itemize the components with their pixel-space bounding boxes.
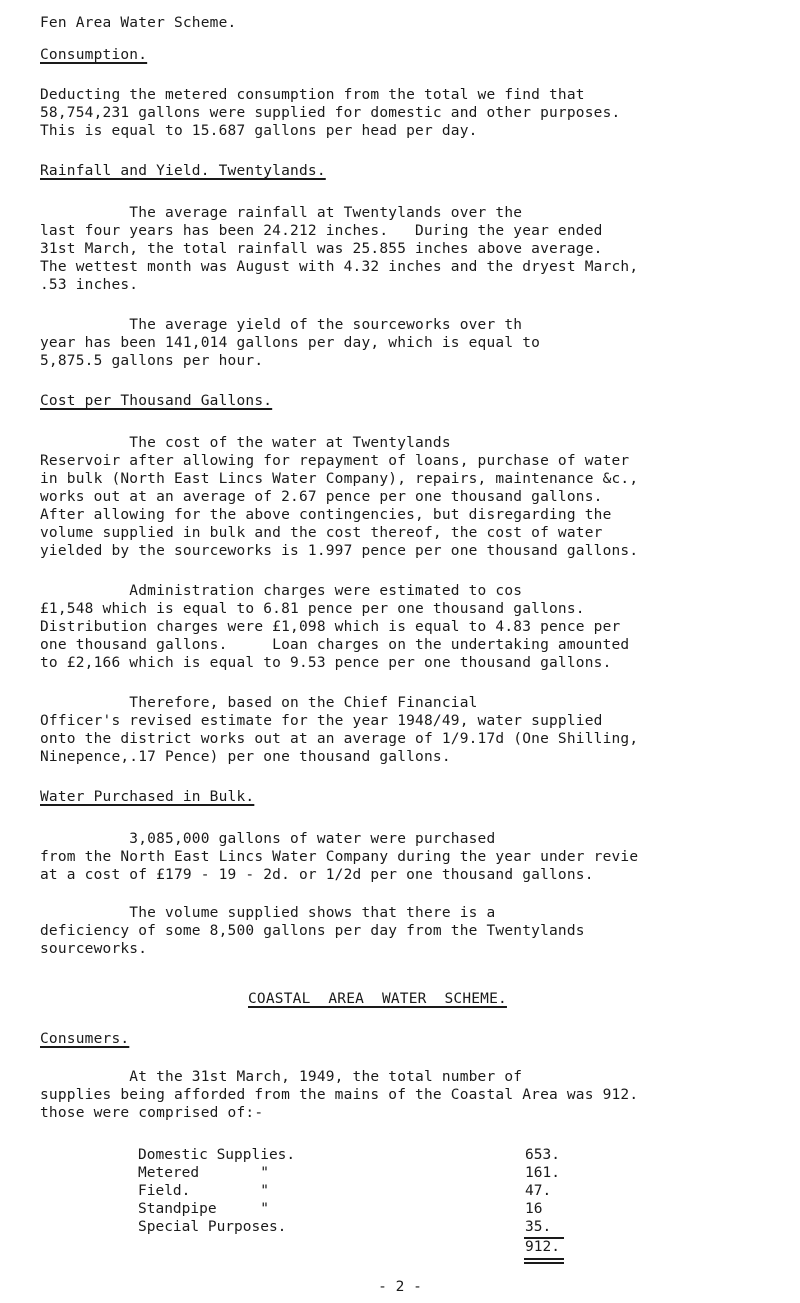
bulk-heading: Water Purchased in Bulk. (40, 789, 255, 805)
rainfall-line: The wettest month was August with 4.32 inches and the dryest March, (40, 259, 639, 275)
page-number: - 2 - (378, 1279, 422, 1295)
consumption-line: This is equal to 15.687 gallons per head per day. (40, 123, 478, 139)
supply-count: 653. (525, 1147, 560, 1163)
page-header-title: Fen Area Water Scheme. (40, 15, 237, 31)
rainfall-line: The average rainfall at Twentylands over the (40, 205, 523, 221)
charges-line: £1,548 which is equal to 6.81 pence per one thousand gallons. (40, 601, 585, 617)
supply-count: 47. (525, 1183, 552, 1199)
consumers-line: At the 31st March, 1949, the total number of (40, 1069, 523, 1085)
cost-line: volume supplied in bulk and the cost thereof, the cost of water (40, 525, 603, 541)
total-rule-bottom (524, 1258, 564, 1260)
supply-count: 16 (525, 1201, 543, 1217)
supply-type-label: Special Purposes. (138, 1219, 287, 1235)
cost-line: yielded by the sourceworks is 1.997 pence per one thousand gallons. (40, 543, 639, 559)
deficiency-line: sourceworks. (40, 941, 148, 957)
cost-line: works out at an average of 2.67 pence per one thousand gallons. (40, 489, 603, 505)
consumption-line: Deducting the metered consumption from the total we find that (40, 87, 585, 103)
rainfall-heading: Rainfall and Yield. Twentylands. (40, 163, 326, 179)
estimate-line: Ninepence,.17 Pence) per one thousand gallons. (40, 749, 451, 765)
estimate-line: onto the district works out at an average of 1/9.17d (One Shilling, (40, 731, 639, 747)
charges-line: Distribution charges were £1,098 which is equal to 4.83 pence per (40, 619, 621, 635)
yield-line: year has been 141,014 gallons per day, which is equal to (40, 335, 541, 351)
bulk-line: from the North East Lincs Water Company during the year under revie (40, 849, 639, 865)
bulk-line: 3,085,000 gallons of water were purchased (40, 831, 496, 847)
cost-line: After allowing for the above contingencies, but disregarding the (40, 507, 612, 523)
rainfall-line: last four years has been 24.212 inches. During the year ended (40, 223, 603, 239)
deficiency-line: The volume supplied shows that there is a (40, 905, 496, 921)
yield-line: The average yield of the sourceworks over th (40, 317, 523, 333)
supply-type-label: Field. " (138, 1183, 269, 1199)
charges-line: to £2,166 which is equal to 9.53 pence per one thousand gallons. (40, 655, 612, 671)
cost-line: in bulk (North East Lincs Water Company), repairs, maintenance &c., (40, 471, 639, 487)
deficiency-line: deficiency of some 8,500 gallons per day from the Twentylands (40, 923, 585, 939)
supply-type-label: Domestic Supplies. (138, 1147, 296, 1163)
charges-line: Administration charges were estimated to cos (40, 583, 523, 599)
consumers-line: those were comprised of:- (40, 1105, 264, 1121)
coastal-scheme-heading: COASTAL AREA WATER SCHEME. (248, 991, 507, 1007)
supply-type-label: Metered " (138, 1165, 269, 1181)
consumers-heading: Consumers. (40, 1031, 130, 1047)
consumption-line: 58,754,231 gallons were supplied for domestic and other purposes. (40, 105, 621, 121)
yield-line: 5,875.5 gallons per hour. (40, 353, 264, 369)
consumers-line: supplies being afforded from the mains of the Coastal Area was 912. (40, 1087, 639, 1103)
supply-count: 161. (525, 1165, 560, 1181)
rainfall-line: 31st March, the total rainfall was 25.855 inches above average. (40, 241, 603, 257)
supply-count: 35. (525, 1219, 552, 1235)
cost-line: The cost of the water at Twentylands (40, 435, 451, 451)
cost-line: Reservoir after allowing for repayment of loans, purchase of water (40, 453, 630, 469)
total-rule-double (524, 1262, 564, 1264)
cost-heading: Cost per Thousand Gallons. (40, 393, 273, 409)
consumption-heading: Consumption. (40, 47, 148, 63)
estimate-line: Therefore, based on the Chief Financial (40, 695, 478, 711)
supply-type-label: Standpipe " (138, 1201, 269, 1217)
estimate-line: Officer's revised estimate for the year 1948/49, water supplied (40, 713, 603, 729)
supply-total: 912. (525, 1239, 560, 1255)
rainfall-line: .53 inches. (40, 277, 139, 293)
charges-line: one thousand gallons. Loan charges on the undertaking amounted (40, 637, 630, 653)
bulk-line: at a cost of £179 - 19 - 2d. or 1/2d per one thousand gallons. (40, 867, 594, 883)
